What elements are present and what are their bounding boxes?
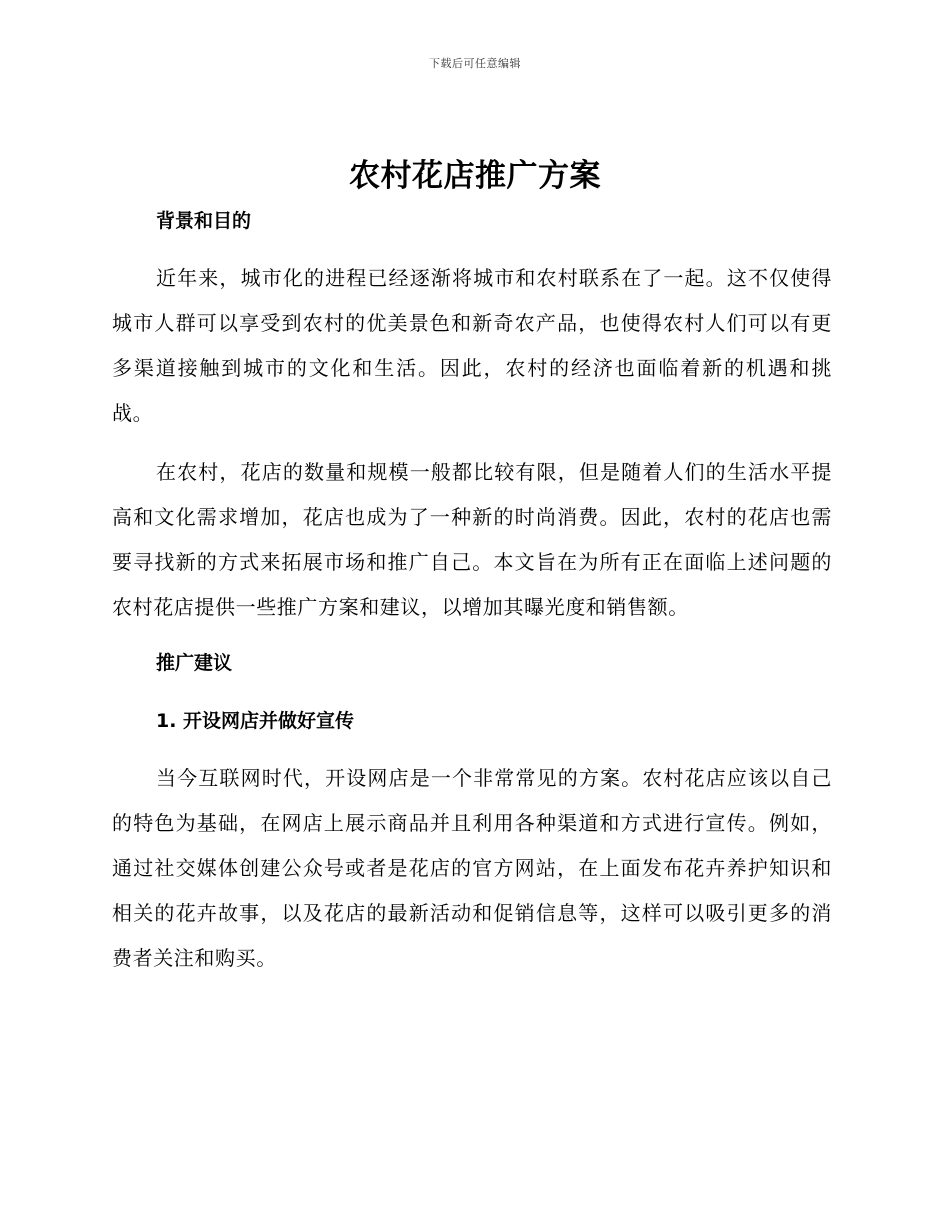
paragraph-background-1: 近年来，城市化的进程已经逐渐将城市和农村联系在了一起。这不仅使得城市人群可以享受到农村的优美景色和新奇农产品，也使得农村人们可以有更多渠道接触到城市的文化和生活。因此，农村的经济也面临着新的机遇和挑战。	[112, 266, 832, 425]
section-heading-background: 背景和目的	[156, 210, 252, 232]
document-title: 农村花店推广方案	[349, 158, 601, 194]
subsection-heading-online-store: 1. 开设网店并做好宣传	[156, 710, 355, 732]
section-heading-promotion: 推广建议	[156, 652, 233, 674]
paragraph-background-2: 在农村，花店的数量和规模一般都比较有限，但是随着人们的生活水平提高和文化需求增加，花店也成为了一种新的时尚消费。因此，农村的花店也需要寻找新的方式来拓展市场和推广自己。本文旨在为所有正在面临上述问题的农村花店提供一些推广方案和建议，以增加其曝光度和销售额。	[112, 460, 832, 619]
page-header-note: 下载后可任意编辑	[429, 57, 521, 70]
paragraph-online-store: 当今互联网时代，开设网店是一个非常常见的方案。农村花店应该以自己的特色为基础，在网店上展示商品并且利用各种渠道和方式进行宣传。例如，通过社交媒体创建公众号或者是花店的官方网站，在上面发布花卉养护知识和相关的花卉故事，以及花店的最新活动和促销信息等，这样可以吸引更多的消费者关注和购买。	[112, 766, 832, 970]
